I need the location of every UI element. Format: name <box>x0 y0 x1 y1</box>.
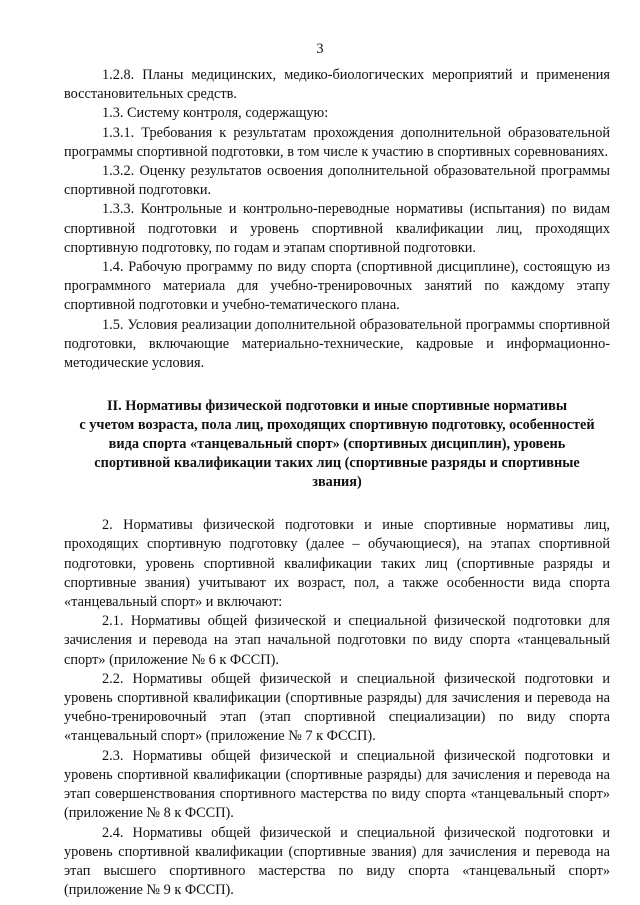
section-heading-line: II. Нормативы физической подготовки и иные спортивные нормативы <box>106 398 567 415</box>
section-heading-line: с учетом возраста, пола лиц, проходящих спортивную подготовку, особенностей <box>79 417 595 434</box>
page-number: 3 <box>316 41 324 57</box>
paragraph-1-3-1: 1.3.1. Требования к результатам прохождения дополнительной образовательной программы спортивной подготовки, в том числе к участию в спортивных соревнованиях. <box>64 124 610 160</box>
paragraph-2-4: 2.4. Нормативы общей физической и специальной физической подготовки и уровень спортивной квалификации (спортивные звания) для зачисления и перевода на этап высшего спортивного мастерства по виду спорта «танцевальный спорт» (приложение № 9 к ФССП). <box>64 824 610 899</box>
section-heading-line: спортивной квалификации таких лиц (спортивные разряды и спортивные <box>94 455 580 472</box>
paragraph-1-3-3: 1.3.3. Контрольные и контрольно-переводные нормативы (испытания) по видам спортивной подготовки и уровень спортивной квалификации лиц, проходящих спортивную подготовку, по годам и этапам спортивной подготовки. <box>64 201 610 256</box>
paragraph-2-3: 2.3. Нормативы общей физической и специальной физической подготовки и уровень спортивной квалификации (спортивные разряды) для зачисления и перевода на этап совершенствования спортивного мастерства по виду спорта «танцевальный спорт» (приложение № 8 к ФССП). <box>64 747 610 822</box>
paragraph-1-5: 1.5. Условия реализации дополнительной образовательной программы спортивной подготовки, включающие материально-технические, кадровые и информационно-методические условия. <box>64 316 610 372</box>
paragraph-1-3: 1.3. Систему контроля, содержащую: <box>102 105 329 122</box>
section-heading-line: вида спорта «танцевальный спорт» (спортивных дисциплин), уровень <box>108 436 566 453</box>
paragraph-2: 2. Нормативы физической подготовки и иные спортивные нормативы лиц, проходящих спортивную подготовку (далее – обучающиеся), на этапах спортивной подготовки, уровень спортивной квалификации таких лиц (спортивные разряды и спортивные звания) учитывают их возраст, пол, а также особенности вида спорта «танцевальный спорт» и включают: <box>64 517 610 611</box>
paragraph-1-2-8: 1.2.8. Планы медицинских, медико-биологических мероприятий и применения восстановительных средств. <box>64 67 610 103</box>
paragraph-1-3-2: 1.3.2. Оценку результатов освоения дополнительной образовательной программы спортивной подготовки. <box>64 163 610 199</box>
paragraph-2-2: 2.2. Нормативы общей физической и специальной физической подготовки и уровень спортивной квалификации (спортивные разряды) для зачисления и перевода на учебно-тренировочный этап (этап спортивной специализации) по виду спорта «танцевальный спорт» (приложение № 7 к ФССП). <box>64 670 610 745</box>
section-heading <box>64 397 610 492</box>
paragraph-2-1: 2.1. Нормативы общей физической и специальной физической подготовки для зачисления и перевода на этап начальной подготовки по виду спорта «танцевальный спорт» (приложение № 6 к ФССП). <box>64 613 610 668</box>
paragraph-1-4: 1.4. Рабочую программу по виду спорта (спортивной дисциплине), состоящую из программного материала для учебно-тренировочных занятий по каждому этапу спортивной подготовки и учебно-тематического плана. <box>64 259 610 314</box>
section-heading-line: звания) <box>312 474 362 491</box>
document-body <box>64 66 610 900</box>
